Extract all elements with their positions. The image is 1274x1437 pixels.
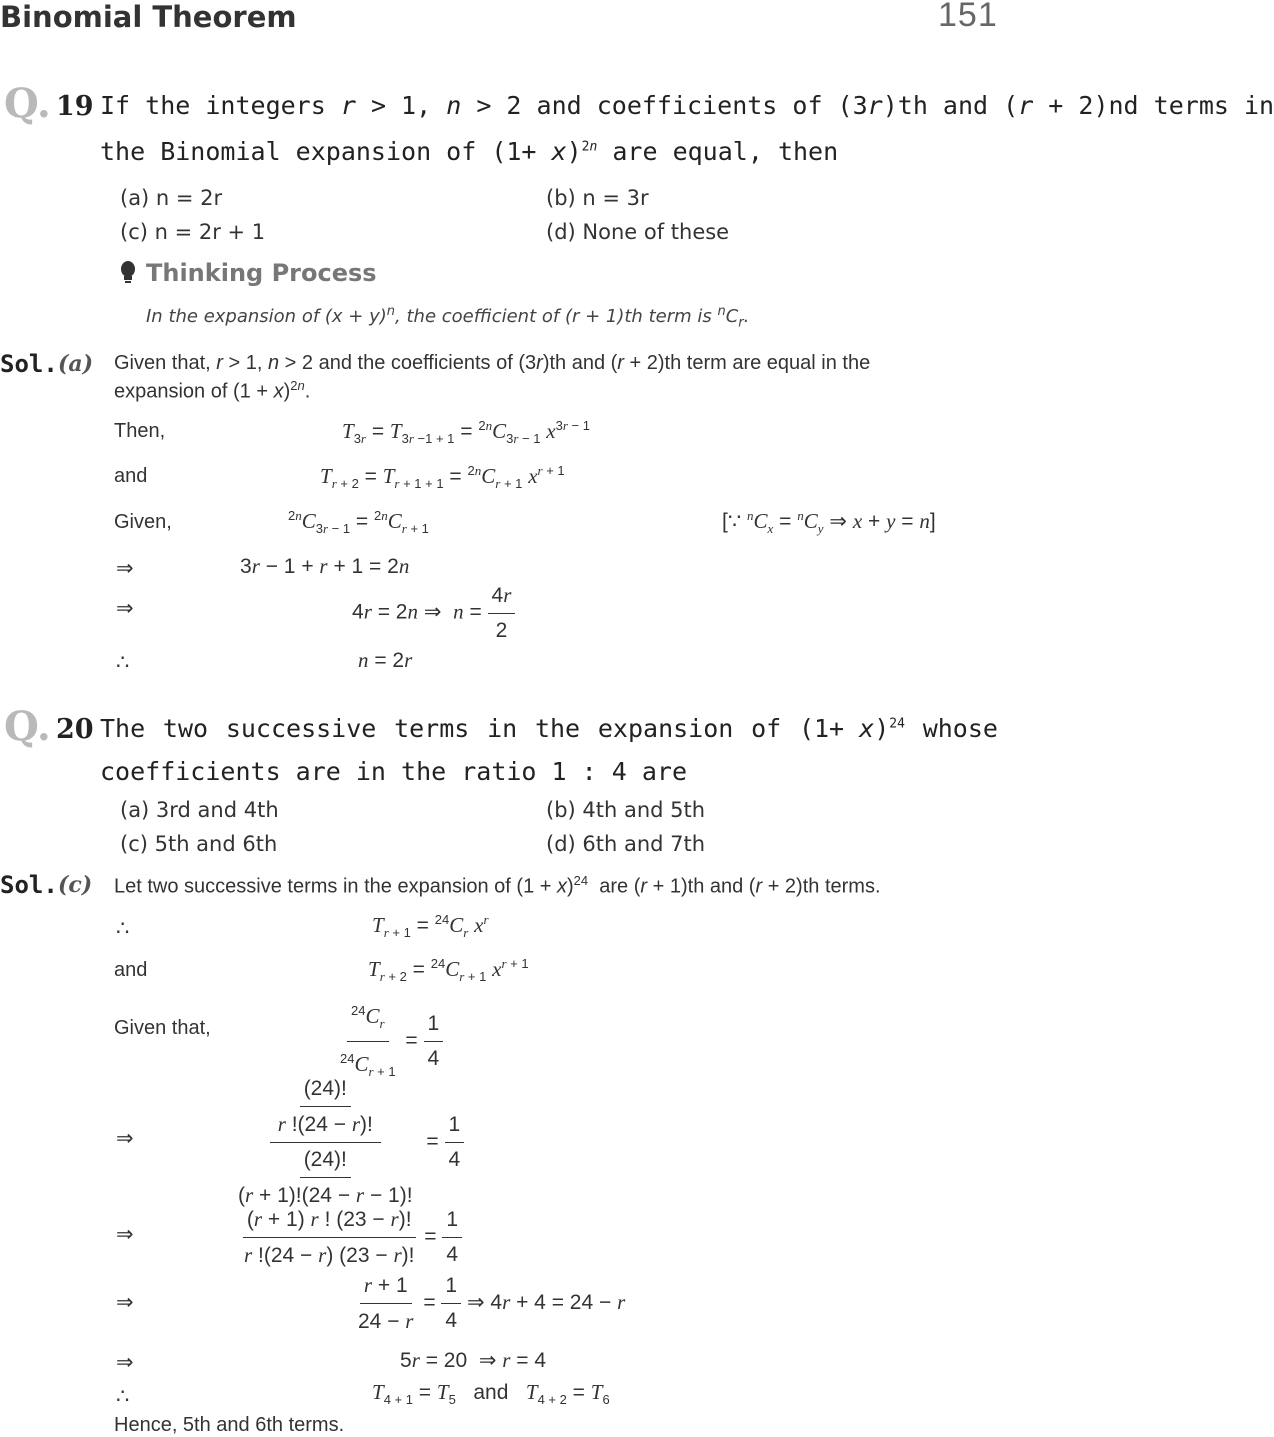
option-d: (d) 6th and 7th xyxy=(546,832,706,856)
solution-answer: (a) xyxy=(58,351,94,377)
implies-symbol: ⇒ xyxy=(116,1127,134,1150)
label-then: Then, xyxy=(114,420,166,442)
result-equation: 5r = 20 ⇒ r = 4 xyxy=(400,1348,547,1372)
step-1: 3r − 1 + r + 1 = 2n xyxy=(240,554,410,578)
simplified-equation: $\frac{(r + 1) r ! (23 - r)!}{r !(24 - r) (23 - r)!}$ = $\frac{1}{4}$ xyxy=(240,1204,462,1271)
thinking-process-text: In the expansion of $(x + y)^n$, the coefficient of (r + 1)th term is $^nC_r$. xyxy=(146,304,750,331)
question-number: 20 xyxy=(56,714,94,745)
therefore-symbol: ∴ xyxy=(116,1385,130,1408)
therefore-symbol: ∴ xyxy=(116,651,130,674)
option-a: (a) 3rd and 4th xyxy=(120,798,279,822)
question-mark-label: Q. xyxy=(4,703,51,750)
thinking-process-title: Thinking Process xyxy=(146,259,377,287)
linear-equation: $\frac{r + 1}{24 - r}$ = $\frac{1}{4}$ ⇒ 4r + 4 = 24 − r xyxy=(354,1270,625,1337)
lightbulb-icon xyxy=(118,260,138,290)
equation-and: $T_{r + 2} = T_{r + 1 + 1} = ^{2n}C_{r + 1}$ $x^{r + 1}$ xyxy=(320,463,565,492)
q19-given-line-2: expansion of $(1 + x)^{2n}$. xyxy=(114,378,311,403)
q19-given-line-1: Given that, r > 1, n > 2 and the coefficients of (3r)th and (r + 2)th term are equal in the xyxy=(114,352,871,374)
reason-bracket: [∵ $^nC_x = ^nC_y$ ⇒ x + y = n] xyxy=(722,508,936,537)
q20-line-2: coefficients are in the ratio 1 : 4 are xyxy=(100,757,687,786)
equation-then: $T_{3r} = T_{3r -1 + 1} = ^{2n}C_{3r - 1}$ $x^{3r - 1}$ xyxy=(342,418,590,447)
solution-answer: (c) xyxy=(58,872,93,898)
equation-1: $T_{r + 1} = ^{24}C_r$ $x^r$ xyxy=(372,912,489,941)
option-a: (a) n = 2r xyxy=(120,186,223,210)
q19-line-1: If the integers r > 1, n > 2 and coefficients of (3r)th and (r + 2)nd terms in xyxy=(100,91,1274,120)
question-mark-label: Q. xyxy=(4,80,51,127)
q20-line-1: The two successive terms in the expansion of $(1+ x)^{24}$ whose xyxy=(100,714,998,743)
equation-given: $^{2n}C_{3r - 1} = ^{2n}C_{r + 1}$ xyxy=(288,508,429,537)
label-given: Given, xyxy=(114,511,172,533)
implies-symbol: ⇒ xyxy=(116,597,134,620)
solution-label: Sol. xyxy=(0,350,58,378)
step-2: 4r = 2n ⇒ n = $\frac{4r}{2}$ xyxy=(352,580,515,646)
option-d: (d) None of these xyxy=(546,220,730,244)
page-number: 151 xyxy=(938,0,998,34)
option-c: (c) n = 2r + 1 xyxy=(120,220,266,244)
question-number: 19 xyxy=(56,91,94,122)
implies-symbol: ⇒ xyxy=(116,1223,134,1246)
option-b: (b) n = 3r xyxy=(546,186,649,210)
terms-equation: $T_{4 + 1} = T_5$ and $T_{4 + 2} = T_6$ xyxy=(372,1380,610,1408)
label-given-that: Given that, xyxy=(114,1017,211,1039)
implies-symbol: ⇒ xyxy=(116,1351,134,1374)
q20-intro: Let two successive terms in the expansion of $(1 + x)^{24}$ are (r + 1)th and (r + 2)th terms. xyxy=(114,873,881,898)
factorial-equation: $\frac{\frac{(24)!}{r !(24 - r)!}}{\frac{(24)!}{(r + 1)!(24 - r - 1)!}}$ = $\frac{1}{4}$ xyxy=(230,1074,464,1211)
implies-symbol: ⇒ xyxy=(116,1291,134,1314)
therefore-symbol: ∴ xyxy=(116,917,130,940)
step-3: n = 2r xyxy=(358,648,413,672)
equation-2: $T_{r + 2} = ^{24}C_{r + 1}$ $x^{r + 1}$ xyxy=(368,956,529,985)
label-and: and xyxy=(114,959,148,981)
conclusion: Hence, 5th and 6th terms. xyxy=(114,1414,345,1436)
option-c: (c) 5th and 6th xyxy=(120,832,278,856)
option-b: (b) 4th and 5th xyxy=(546,798,706,822)
solution-label: Sol. xyxy=(0,871,58,899)
label-and: and xyxy=(114,465,148,487)
implies-symbol: ⇒ xyxy=(116,557,134,580)
q19-line-2: the Binomial expansion of $(1+ x)^{2n}$ are equal, then xyxy=(100,137,839,166)
ratio-equation: $\frac{^{24}C_r}{^{24}C_{r + 1}}$ = $\frac{1}{4}$ xyxy=(336,996,443,1087)
page-title: Binomial Theorem xyxy=(0,0,297,34)
